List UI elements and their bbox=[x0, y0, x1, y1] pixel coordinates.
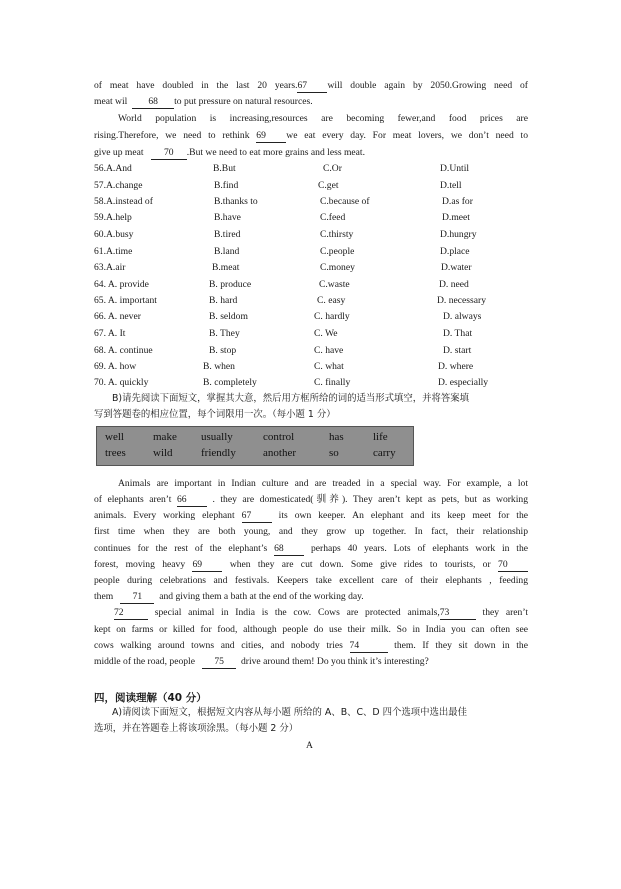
option-c: C. easy bbox=[317, 295, 346, 306]
option-num: 59. bbox=[94, 212, 106, 223]
cloze1-line-4 bbox=[94, 130, 528, 143]
option-b: B.find bbox=[214, 180, 239, 191]
option-c: C. We bbox=[314, 328, 338, 339]
word: well bbox=[105, 431, 124, 443]
option-b: B. seldom bbox=[209, 311, 248, 322]
option-b: B. They bbox=[209, 328, 240, 339]
cloze1-line-3: World population is increasing,resources are becoming fewer,and food prices are bbox=[118, 113, 528, 124]
passage-b-line: people during celebrations and festivals. Keepers take excellent care of their elephants , feeding bbox=[94, 575, 528, 586]
option-d: D.tell bbox=[440, 180, 462, 191]
option-num: 60. bbox=[94, 229, 106, 240]
option-d: D.Until bbox=[440, 163, 470, 174]
option-d: D. especially bbox=[438, 377, 489, 388]
text: they aren’t bbox=[482, 607, 529, 618]
option-d: D.water bbox=[441, 262, 472, 273]
option-num: 58. bbox=[94, 196, 106, 207]
option-c: C.Or bbox=[323, 163, 342, 174]
text: forest, moving heavy bbox=[94, 559, 186, 570]
option-d: D. That bbox=[443, 328, 473, 339]
word-box-row-2 bbox=[103, 447, 407, 463]
option-a: A.air bbox=[106, 262, 126, 273]
text: special animal in India is the cow. Cows are protected animals, bbox=[154, 607, 440, 618]
option-b: B. hard bbox=[209, 295, 238, 306]
option-row bbox=[94, 246, 132, 258]
passage-b-line bbox=[94, 494, 528, 507]
blank-67: 67 bbox=[242, 510, 272, 523]
passage-b-line bbox=[94, 510, 528, 523]
passage-b-line: kept on farms or killed for food, although people do use their milk. So in India you can often see bbox=[94, 624, 528, 635]
cloze1-line-2 bbox=[94, 96, 313, 109]
passage-b-line: Animals are important in Indian culture and are treaded in a special way. For example, a lot bbox=[118, 478, 528, 489]
passage-b-line bbox=[94, 607, 528, 620]
passage-b-line: first time when they are both young, and they grow up together. In fact, their relationship bbox=[94, 526, 528, 537]
passage-b-line bbox=[94, 656, 429, 669]
option-d: D.place bbox=[440, 246, 470, 257]
option-row bbox=[94, 345, 153, 357]
blank-75: 75 bbox=[202, 656, 236, 669]
text: them bbox=[94, 591, 114, 602]
option-num: 56. bbox=[94, 163, 106, 174]
option-c: C. what bbox=[314, 361, 344, 372]
option-d: D. need bbox=[439, 279, 469, 290]
option-row bbox=[94, 212, 132, 224]
section-4-instruction-2: 选项，并在答题卷上将该项涂黑。（每小题 2 分） bbox=[94, 723, 299, 734]
option-a: A. important bbox=[107, 295, 157, 306]
option-a: A.instead of bbox=[106, 196, 153, 207]
section-b-instruction-2: 写到答题卷的相应位置，每个词限用一次。（每小题 1 分） bbox=[94, 409, 336, 420]
option-a: A. continue bbox=[107, 345, 153, 356]
word: usually bbox=[201, 431, 233, 443]
text: . they are domesticated(驯养). They aren’t kept as pets, but as working bbox=[212, 494, 528, 505]
option-d: D.hungry bbox=[440, 229, 477, 240]
passage-b-line bbox=[94, 543, 528, 556]
option-num: 67. bbox=[94, 328, 106, 339]
text: we eat every day. For meat lovers, we don’t need to bbox=[286, 130, 528, 141]
word: make bbox=[153, 431, 177, 443]
option-b: B.land bbox=[214, 246, 240, 257]
option-d: D. where bbox=[438, 361, 474, 372]
section-4-instruction-1: A)请阅读下面短文，根据短文内容从每小题 所给的 A、B、C、D 四个选项中选出最佳 bbox=[112, 707, 467, 718]
option-row bbox=[94, 361, 136, 373]
text: drive around them! Do you think it’s interesting? bbox=[240, 656, 429, 667]
option-b: B.meat bbox=[212, 262, 240, 273]
blank-74: 74 bbox=[350, 640, 388, 653]
passage-b-line bbox=[94, 591, 364, 604]
passage-letter: A bbox=[306, 740, 313, 751]
cloze1-line-1 bbox=[94, 80, 528, 93]
option-row bbox=[94, 328, 125, 340]
option-num: 69. bbox=[94, 361, 106, 372]
option-num: 61. bbox=[94, 246, 106, 257]
option-num: 66. bbox=[94, 311, 106, 322]
option-a: A. provide bbox=[107, 279, 149, 290]
option-row bbox=[94, 377, 148, 389]
option-num: 68. bbox=[94, 345, 106, 356]
blank-67: 67 bbox=[297, 80, 327, 93]
blank-70: 70 bbox=[151, 147, 187, 160]
option-b: B.tired bbox=[214, 229, 241, 240]
word: so bbox=[329, 447, 339, 459]
option-c: C.feed bbox=[320, 212, 346, 223]
word: has bbox=[329, 431, 344, 443]
option-a: A.And bbox=[106, 163, 132, 174]
option-c: C.waste bbox=[319, 279, 350, 290]
option-b: B. stop bbox=[209, 345, 237, 356]
option-b: B.But bbox=[213, 163, 236, 174]
option-num: 65. bbox=[94, 295, 106, 306]
option-row bbox=[94, 163, 132, 175]
text: give up meat bbox=[94, 147, 144, 158]
text: and giving them a bath at the end of the working day. bbox=[159, 591, 364, 602]
section-b-instruction-1: B)请先阅读下面短文，掌握其大意，然后用方框所给的词的适当形式填空，并将答案填 bbox=[112, 393, 469, 404]
word: trees bbox=[105, 447, 126, 459]
option-c: C. hardly bbox=[314, 311, 350, 322]
option-row bbox=[94, 279, 149, 291]
option-c: C.get bbox=[318, 180, 339, 191]
option-c: C.thirsty bbox=[320, 229, 354, 240]
word: carry bbox=[373, 447, 396, 459]
option-row bbox=[94, 196, 153, 208]
option-num: 64. bbox=[94, 279, 106, 290]
word: wild bbox=[153, 447, 173, 459]
passage-b-line bbox=[94, 640, 528, 653]
blank-66: 66 bbox=[177, 494, 207, 507]
blank-69: 69 bbox=[192, 559, 222, 572]
text: them. If they sit down in the bbox=[394, 640, 528, 651]
option-a: A. quickly bbox=[107, 377, 149, 388]
option-d: D.as for bbox=[442, 196, 473, 207]
option-d: D. always bbox=[443, 311, 482, 322]
text: perhaps 40 years. Lots of elephants work in the bbox=[310, 543, 528, 554]
word-box bbox=[96, 426, 414, 466]
text: of meat have doubled in the last 20 years. bbox=[94, 80, 298, 91]
section-4-heading: 四，阅读理解（40 分） bbox=[94, 692, 207, 704]
option-b: B. when bbox=[203, 361, 235, 372]
option-a: A.help bbox=[106, 212, 132, 223]
word: life bbox=[373, 431, 388, 443]
option-a: A.busy bbox=[106, 229, 134, 240]
blank-68: 68 bbox=[274, 543, 304, 556]
text: meat wil bbox=[94, 96, 128, 107]
option-c: C.because of bbox=[320, 196, 370, 207]
text: middle of the road, people bbox=[94, 656, 195, 667]
option-a: A. never bbox=[107, 311, 141, 322]
text: cows walking around towns and cities, and nobody tries bbox=[94, 640, 343, 651]
text: when they are cut down. Some give rides to tourists, or bbox=[229, 559, 491, 570]
option-c: C. have bbox=[314, 345, 344, 356]
text: will double again by 2050.Growing need of bbox=[327, 80, 528, 91]
option-c: C.people bbox=[320, 246, 355, 257]
option-row bbox=[94, 229, 133, 241]
text: its own keeper. An elephant and its keep meet for the bbox=[278, 510, 528, 521]
word-box-row-1 bbox=[103, 431, 407, 447]
option-d: D. necessary bbox=[437, 295, 487, 306]
option-a: A. It bbox=[107, 328, 126, 339]
option-c: C. finally bbox=[314, 377, 351, 388]
blank-70: 70 bbox=[498, 559, 528, 572]
option-d: D.meet bbox=[442, 212, 470, 223]
option-a: A.change bbox=[106, 180, 143, 191]
option-a: A. how bbox=[107, 361, 137, 372]
option-row bbox=[94, 262, 125, 274]
option-b: B. produce bbox=[209, 279, 252, 290]
option-b: B. completely bbox=[203, 377, 257, 388]
option-b: B.have bbox=[214, 212, 241, 223]
word: another bbox=[263, 447, 296, 459]
text: to put pressure on natural resources. bbox=[174, 96, 313, 107]
text: continues for the rest of the elephant’s bbox=[94, 543, 268, 554]
cloze1-line-5 bbox=[94, 147, 365, 160]
blank-71: 71 bbox=[120, 591, 154, 604]
option-row bbox=[94, 295, 157, 307]
text: of elephants aren’t bbox=[94, 494, 172, 505]
blank-72: 72 bbox=[114, 607, 148, 620]
text: rising.Therefore, we need to rethink bbox=[94, 130, 250, 141]
option-d: D. start bbox=[443, 345, 472, 356]
option-a: A.time bbox=[106, 246, 133, 257]
option-num: 70. bbox=[94, 377, 106, 388]
text: animals. Every working elephant bbox=[94, 510, 235, 521]
blank-68: 68 bbox=[132, 96, 174, 109]
word: control bbox=[263, 431, 295, 443]
blank-69: 69 bbox=[256, 130, 286, 143]
option-num: 57. bbox=[94, 180, 106, 191]
option-num: 63. bbox=[94, 262, 106, 273]
option-row bbox=[94, 311, 141, 323]
passage-b-line bbox=[94, 559, 528, 572]
text: .But we need to eat more grains and less meat. bbox=[186, 147, 365, 158]
word: friendly bbox=[201, 447, 236, 459]
option-b: B.thanks to bbox=[214, 196, 258, 207]
option-c: C.money bbox=[320, 262, 355, 273]
blank-73: 73 bbox=[440, 607, 476, 620]
option-row bbox=[94, 180, 143, 192]
